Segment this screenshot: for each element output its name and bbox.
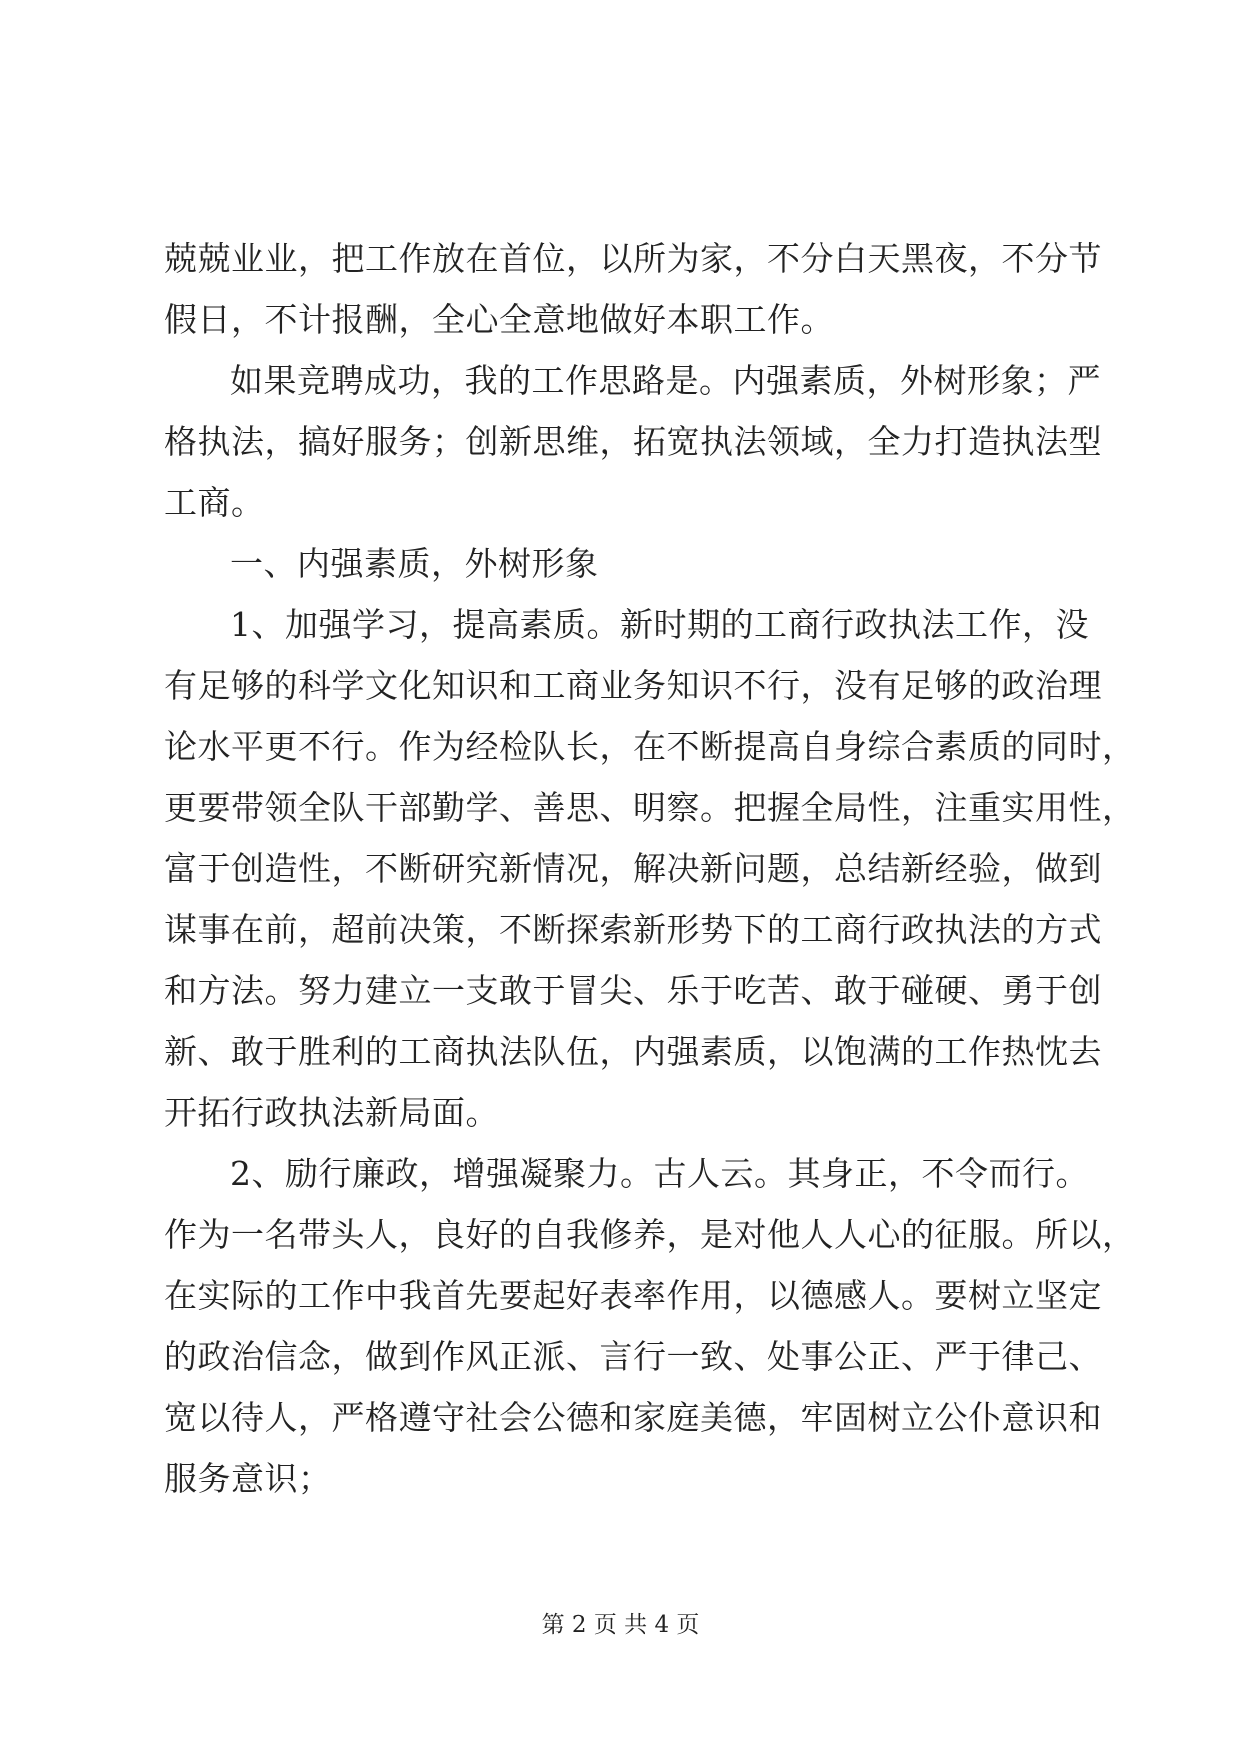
- text-line: 论水平更不行。作为经检队长，在不断提高自身综合素质的同时，: [164, 727, 1136, 766]
- paragraph-p-item-1: [164, 594, 1136, 1143]
- document-body: [164, 228, 1136, 1509]
- text-line: 兢兢业业，把工作放在首位，以所为家，不分白天黑夜，不分节: [164, 239, 1102, 278]
- text-line: 一、内强素质，外树形象: [230, 544, 599, 583]
- text-line: 2、励行廉政，增强凝聚力。古人云。其身正，不令而行。: [230, 1154, 1089, 1193]
- text-line: 如果竞聘成功，我的工作思路是。内强素质，外树形象；严: [230, 361, 1101, 400]
- text-line: 宽以待人，严格遵守社会公德和家庭美德，牢固树立公仆意识和: [164, 1398, 1102, 1437]
- text-line: 工商。: [164, 483, 265, 522]
- text-line: 假日，不计报酬，全心全意地做好本职工作。: [164, 300, 834, 339]
- text-line: 作为一名带头人，良好的自我修养，是对他人人心的征服。所以，: [164, 1215, 1136, 1254]
- text-line: 富于创造性，不断研究新情况，解决新问题，总结新经验，做到: [164, 849, 1102, 888]
- text-line: 和方法。努力建立一支敢于冒尖、乐于吃苦、敢于碰硬、勇于创: [164, 971, 1102, 1010]
- paragraph-p-heading-1: [164, 533, 1077, 594]
- page-number-label: 第 2 页 共 4 页: [541, 1612, 700, 1638]
- paragraph-p-continued: [164, 228, 1102, 350]
- text-line: 在实际的工作中我首先要起好表率作用，以德感人。要树立坚定: [164, 1276, 1102, 1315]
- text-line: 的政治信念，做到作风正派、言行一致、处事公正、严于律己、: [164, 1337, 1102, 1376]
- paragraph-p-item-2: [164, 1143, 1136, 1509]
- text-line: 有足够的科学文化知识和工商业务知识不行，没有足够的政治理: [164, 666, 1102, 705]
- text-line: 格执法，搞好服务；创新思维，拓宽执法领域，全力打造执法型: [164, 422, 1102, 461]
- paragraph-p-work-idea: [164, 350, 1102, 533]
- text-line: 开拓行政执法新局面。: [164, 1093, 499, 1132]
- text-line: 服务意识；: [164, 1459, 332, 1498]
- text-line: 新、敢于胜利的工商执法队伍，内强素质，以饱满的工作热忱去: [164, 1032, 1102, 1071]
- text-line: 1、加强学习，提高素质。新时期的工商行政执法工作，没: [230, 605, 1089, 644]
- text-line: 更要带领全队干部勤学、善思、明察。把握全局性，注重实用性，: [164, 788, 1136, 827]
- page-footer: [0, 1610, 1241, 1640]
- text-line: 谋事在前，超前决策，不断探索新形势下的工商行政执法的方式: [164, 910, 1102, 949]
